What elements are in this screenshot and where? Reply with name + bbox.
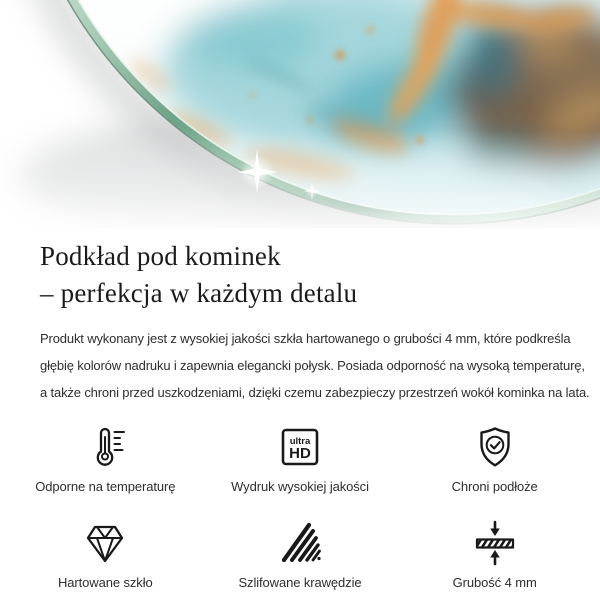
hero-fade-solid [0,228,600,240]
feature-label: Grubość 4 mm [452,575,537,590]
thermometer-icon [81,422,129,472]
shield-check-icon [471,422,519,472]
feature-temperature [8,422,203,494]
ultra-hd-icon-text-bottom: HD [289,445,311,462]
feature-label: Chroni podłoże [451,479,538,494]
description-line: Produkt wykonany jest z wysokiej jakości szkła hartowanego o grubości 4 mm, które podkreśla [40,331,571,346]
polished-edges-icon [276,518,324,568]
feature-print-quality [203,422,398,494]
feature-label: Szlifowane krawędzie [238,575,362,590]
description-line: a także chroni przed uszkodzeniami, dzięki czemu zabezpieczy przestrzeń wokół kominka na lata. [40,385,590,400]
ultra-hd-icon-text-top: ultra [289,436,311,447]
feature-label: Wydruk wysokiej jakości [231,479,369,494]
product-image [0,0,600,238]
feature-label: Hartowane szkło [58,575,153,590]
feature-thickness [397,518,592,590]
features-grid [0,422,600,590]
ultra-hd-icon [276,422,324,472]
product-description [40,325,590,406]
diamond-icon [81,518,129,568]
feature-protects-floor [397,422,592,494]
glass-hearth-pad-photo [0,0,600,240]
description-line: głębię kolorów nadruku i zapewnia elegancki połysk. Posiada odporność na wysoką temperaturę, [40,358,585,373]
feature-tempered-glass [8,518,203,590]
thickness-icon [471,518,519,568]
feature-label: Odporne na temperaturę [35,479,176,494]
page-title [40,238,560,312]
hero-fade [0,130,600,240]
feature-polished-edges [203,518,398,590]
page-title-line2: – perfekcja w każdym detalu [40,278,358,308]
page-title-line1: Podkład pod kominek [40,241,281,271]
